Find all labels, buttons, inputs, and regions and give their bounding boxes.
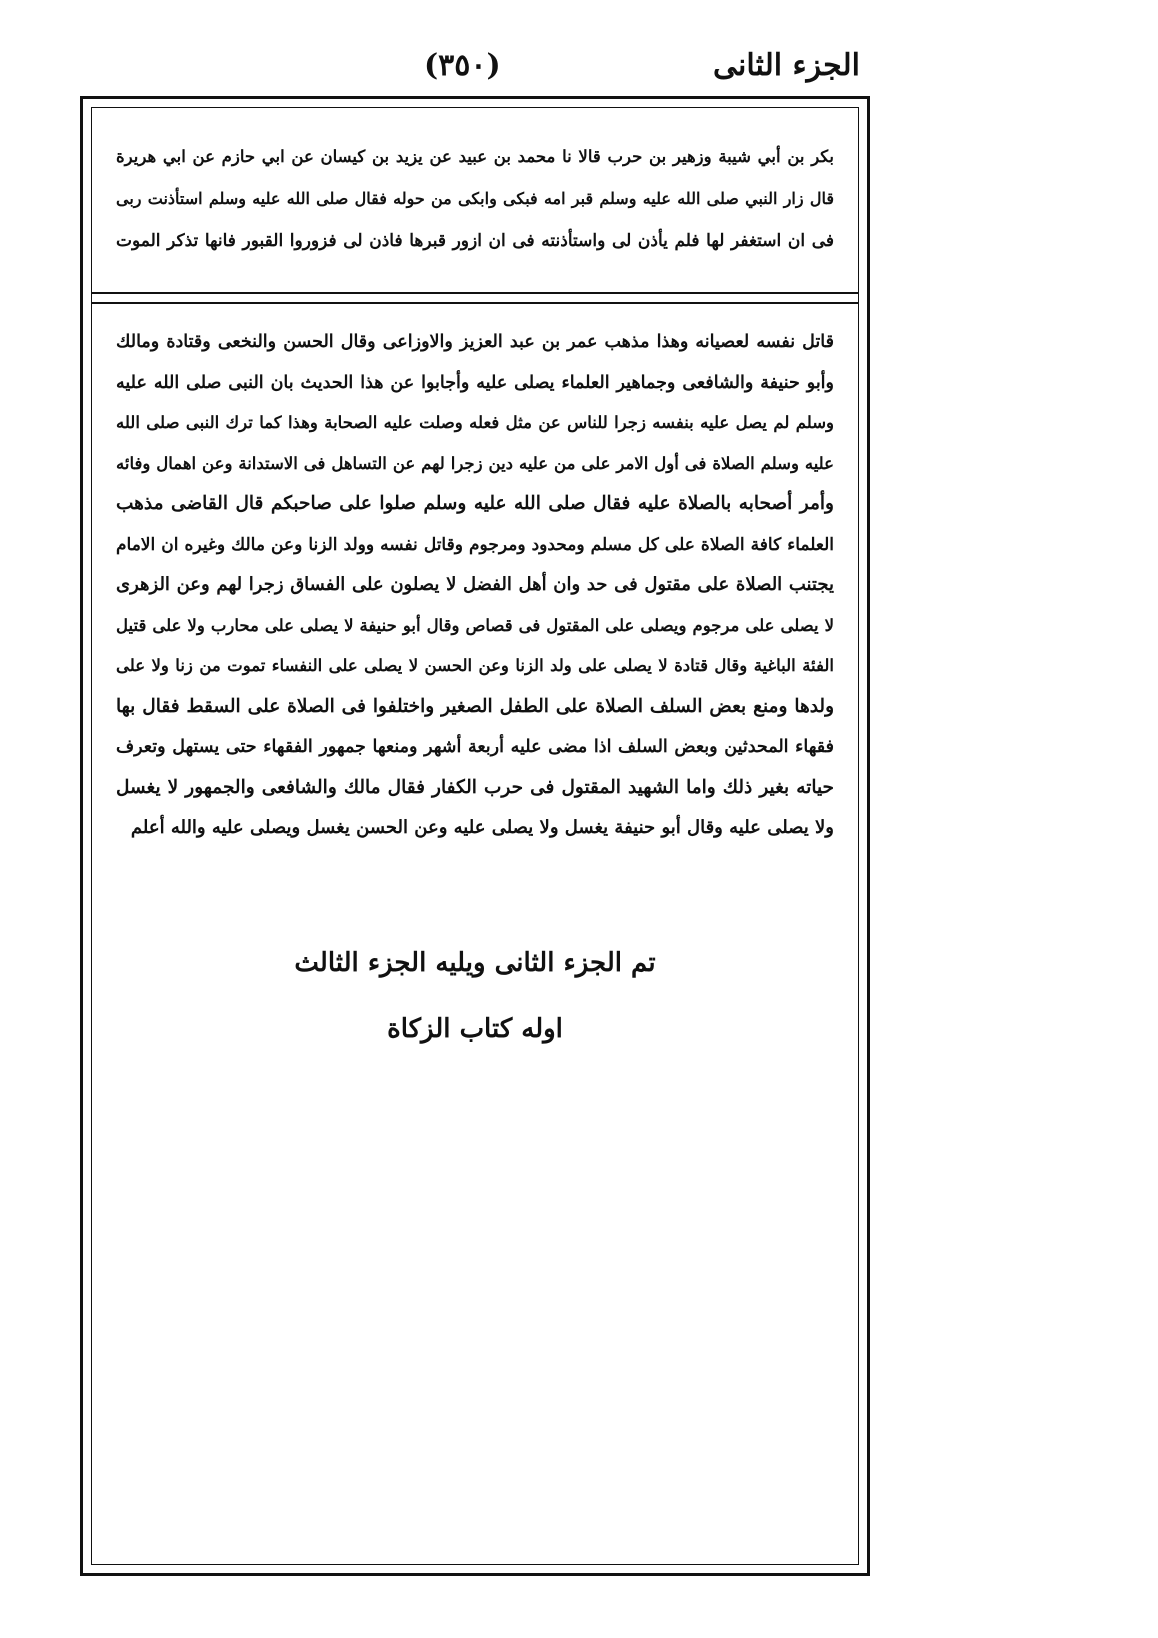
hadith-line: فى ان استغفر لها فلم يأذن لى واستأذنته فى ان ازور قبرها فاذن لى فزوروا القبور فانها تذكر الموت — [116, 231, 834, 251]
commentary-line: ولا يصلى عليه وقال أبو حنيفة يغسل ولا يصلى عليه وعن الحسن يغسل ويصلى عليه والله أعلم — [130, 817, 834, 838]
hadith-line: بكر بن أبي شيبة وزهير بن حرب قالا نا محمد بن عبيد عن يزيد بن كيسان عن ابي حازم عن ابي هريرة — [116, 147, 834, 166]
hadith-line: قال زار النبي صلى الله عليه وسلم قبر امه فبكى وابكى من حوله فقال صلى الله عليه وسلم استأذنت ربى — [116, 189, 835, 208]
commentary-line: وسلم لم يصل عليه بنفسه زجرا للناس عن مثل فعله وصلت عليه الصحابة وهذا كما ترك النبى صلى الله — [116, 413, 834, 432]
closing-note — [92, 948, 858, 1044]
commentary-text-box — [92, 308, 858, 1564]
page-number: (٣٥٠) — [423, 48, 501, 83]
section-divider — [92, 292, 858, 304]
commentary-line: وأمر أصحابه بالصلاة عليه فقال صلى الله عليه وسلم صلوا على صاحبكم قال القاضى مذهب — [116, 493, 834, 514]
page-frame — [80, 96, 870, 1576]
commentary-line: قاتل نفسه لعصيانه وهذا مذهب عمر بن عبد العزيز والاوزاعى وقال الحسن والنخعى وقتادة ومالك — [116, 332, 834, 352]
commentary-line: العلماء كافة الصلاة على كل مسلم ومحدود ومرجوم وقاتل نفسه وولد الزنا وعن مالك وغيره ان الامام — [116, 534, 834, 555]
commentary-line: عليه وسلم الصلاة فى أول الامر على من عليه دين زجرا لهم عن التساهل فى الاستدانة وعن اهمال وفائه — [116, 453, 834, 473]
commentary-line: يجتنب الصلاة على مقتول فى حد وان أهل الفضل لا يصلون على الفساق زجرا لهم وعن الزهرى — [116, 574, 834, 595]
part-title: الجزء الثانى — [713, 48, 860, 83]
commentary-line: ولدها ومنع بعض السلف الصلاة على الطفل الصغير واختلفوا فى الصلاة على السقط فقال بها — [116, 695, 834, 717]
commentary-line: لا يصلى على مرجوم ويصلى على المقتول فى قصاص وقال أبو حنيفة لا يصلى على محارب ولا على قتيل — [116, 615, 834, 635]
commentary-line: الفئة الباغية وقال قتادة لا يصلى على ولد الزنا وعن الحسن لا يصلى على النفساء تموت من زنا ولا على — [116, 656, 834, 675]
commentary-line: فقهاء المحدثين وبعض السلف اذا مضى عليه أربعة أشهر ومنعها جمهور الفقهاء حتى يستهل وتعرف — [116, 737, 834, 757]
page-header — [80, 48, 860, 98]
next-volume-note: اوله كتاب الزكاة — [387, 1014, 563, 1044]
volume-end-note: تم الجزء الثانى ويليه الجزء الثالث — [294, 948, 656, 978]
commentary-line: حياته بغير ذلك واما الشهيد المقتول فى حرب الكفار فقال مالك والشافعى والجمهور لا يغسل — [116, 776, 834, 798]
page-frame-inner — [91, 107, 859, 1565]
hadith-text-box — [92, 108, 858, 288]
commentary-line: وأبو حنيفة والشافعى وجماهير العلماء يصلى عليه وأجابوا عن هذا الحديث بان النبى صلى الله عليه — [116, 372, 834, 393]
